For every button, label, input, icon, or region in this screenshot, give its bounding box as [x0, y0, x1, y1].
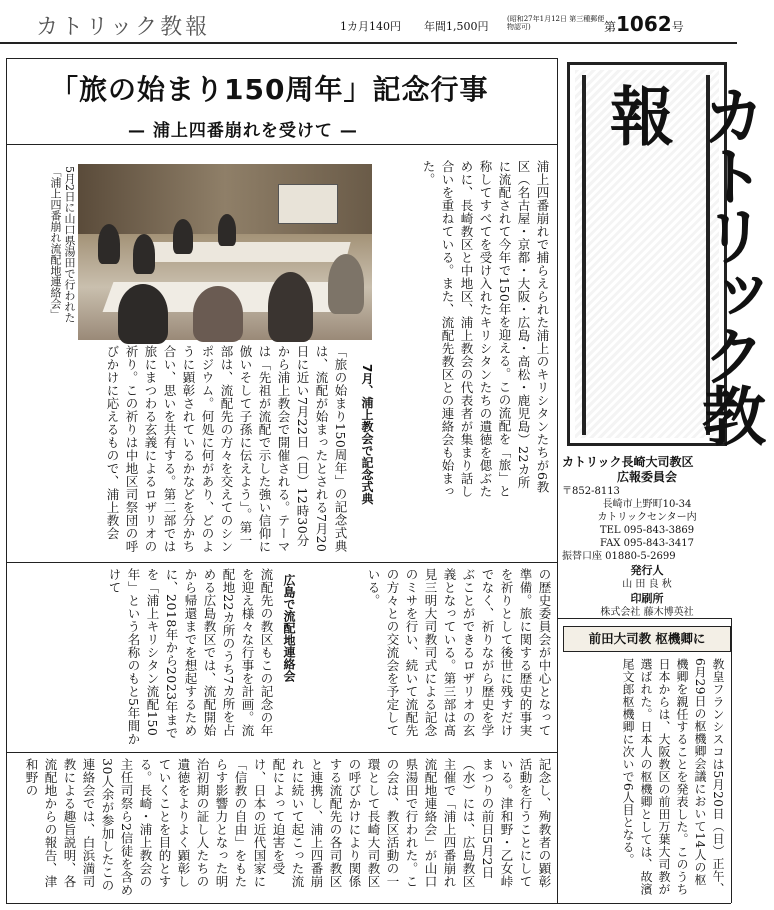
price-annual: 年間1,500円 — [424, 20, 489, 33]
printer-label: 印刷所 — [630, 592, 664, 605]
telephone: TEL 095-843-3869 — [599, 525, 695, 536]
top-rule — [6, 58, 557, 59]
photo-person — [98, 224, 120, 264]
address-line1: 長崎市上野町10-34 — [602, 499, 692, 510]
side-article-title: 前田大司教 枢機卿に — [563, 626, 731, 652]
fax: FAX 095-843-3417 — [600, 538, 694, 549]
lower-rule — [6, 752, 557, 753]
photo-screen — [278, 184, 338, 224]
section1-continued: の歴史委員会が中心となって準備。旅に関する歴史的事実を祈りとして後世に残すだけでなく、祈りながら歴史を学ぶことができるロザリオの玄義となっている。第三部は髙見三明大司教司式による記念のミサを行い、続いて流配先の方々との交流会を予定している。 — [366, 568, 552, 737]
photo-caption-line2: 「浦上四番崩れ流配地連絡会」 — [49, 166, 62, 320]
masthead — [0, 0, 737, 44]
publisher-person: 山 田 良 秋 — [622, 579, 672, 590]
publisher-info — [562, 455, 732, 619]
section2-body: 流配先の教区もこの記念の年を迎え様々な行事を計画。流配地22カ所のうち7カ所を占める広島教区では、流配開始から帰還までを想起するために、2018年から2023年までを「浦上キリシタン流配150年」という名称のもと5年間かけて — [107, 568, 274, 746]
photo-caption — [34, 166, 76, 342]
headline-rule — [6, 144, 557, 145]
photo-person — [133, 234, 155, 274]
printer-name: 株式会社 藤木博英社 — [600, 607, 694, 618]
article-intro: 浦上四番崩れで捕らえられた浦上のキリシタンたちが6教区（名古屋・京都・大阪・広島・高松・鹿児島）22カ所に流配されて今年で150年を迎える。この流配を「旅」と称してすべてを受け入れたキリシタンたちの遺徳を偲ぶために、長崎教区と中地区、浦上教会の代表者が集まり話し合いを重ねている。また、流配先教区との連絡会も始まった。 — [421, 160, 550, 498]
photo-person — [218, 214, 236, 246]
photo-person — [173, 219, 193, 254]
paper-name: カトリック教報 — [36, 15, 211, 40]
article-headline: 「旅の始まり150周年」記念行事 — [50, 73, 489, 106]
photo-person — [268, 272, 313, 342]
column-divider — [557, 58, 558, 903]
side-article-body: 教皇フランシスコは5月20日（日）正午、6月29日の枢機卿会議において14人の枢機卿を親任することを発表した。このうち日本からは、大阪教区の前田万葉大司教が選ばれた。日本人の枢機卿としては、故濱尾文郎枢機卿に次いで6人目となる。 — [621, 658, 725, 896]
furikae-account: 振替口座 01880-5-2699 — [562, 551, 676, 562]
right-border — [731, 618, 732, 903]
publisher-committee: 広報委員会 — [616, 470, 677, 484]
photo-person — [328, 254, 364, 314]
section1-body: 「旅の始まり150周年」の記念式典は、流配が始まったとされる7月20日に近い7月22日（日）12時30分から浦上教会で開催される。テーマは「先祖が流配で示した強い信仰に倣いそして子孫に伝えよう」。第一部は、流配先の方々を交えてのシンポジウム。何処に何があり、どのように顕彰されているかなどを分かち合い、思いを共有する。第二部では旅にまつわる玄義によるロザリオの祈り。この祈りは中地区司祭団の呼びかけに応えるもので、浦上教会 — [105, 345, 348, 553]
article-subheadline: — 浦上四番崩れを受けて — — [128, 121, 358, 141]
publisher-label: 発行人 — [630, 564, 664, 577]
left-border — [6, 58, 7, 903]
mid-rule — [6, 562, 557, 563]
section1-kicker: 7月、浦上教会で記念式典 — [360, 364, 374, 505]
section2-continued: 記念し、殉教者の顕彰活動を行うことにしている。津和野・乙女峠まつりの前日5月2日（水）には、広島教区主催で「浦上四番崩れ流配地連絡会」が山口県湯田で行われた。この会は、教区活動の一環として長崎大司教区の呼びかけにより関係する流配先の各司教区と連携し、浦上四番崩れに続いて起こった流配によって迫害を受け、日本の近代国家に「信教の自由」をもたらす影響力となった明治初期の証し人たちの遺徳をよりよく顕彰していくことを目的とする。長崎・浦上教会の主任司祭ら2信徒を含め30人余が参加したこの連絡会では、白浜満司教による趣旨説明、各流配地からの報告、津和野の — [24, 758, 552, 897]
meeting-photo — [78, 164, 372, 340]
price-monthly: 1カ月140円 — [340, 20, 401, 33]
logo-title: カトリック教報 — [599, 83, 765, 443]
postal-code: 〒852-8113 — [562, 486, 620, 497]
address-line2: カトリックセンター内 — [597, 512, 697, 523]
wheat-stalk-icon — [582, 75, 586, 435]
issue-number: 1062 — [616, 12, 672, 36]
issue-suffix: 号 — [671, 20, 684, 34]
publisher-name: カトリック長崎大司教区 — [562, 455, 694, 469]
photo-person — [118, 284, 168, 344]
photo-table-back — [135, 242, 350, 262]
photo-caption-line1: 5月2日に山口県湯田で行われた — [63, 166, 76, 323]
issue-number-block — [604, 12, 684, 36]
photo-person — [193, 286, 243, 342]
bottom-rule — [6, 903, 731, 904]
issue-prefix: 第 — [604, 20, 617, 34]
section2-kicker: 広島で流配地連絡会 — [282, 574, 296, 682]
postal-permit: (昭和27年1月12日 第三種郵便物認可) — [507, 15, 605, 31]
paper-logo-box — [567, 62, 765, 446]
